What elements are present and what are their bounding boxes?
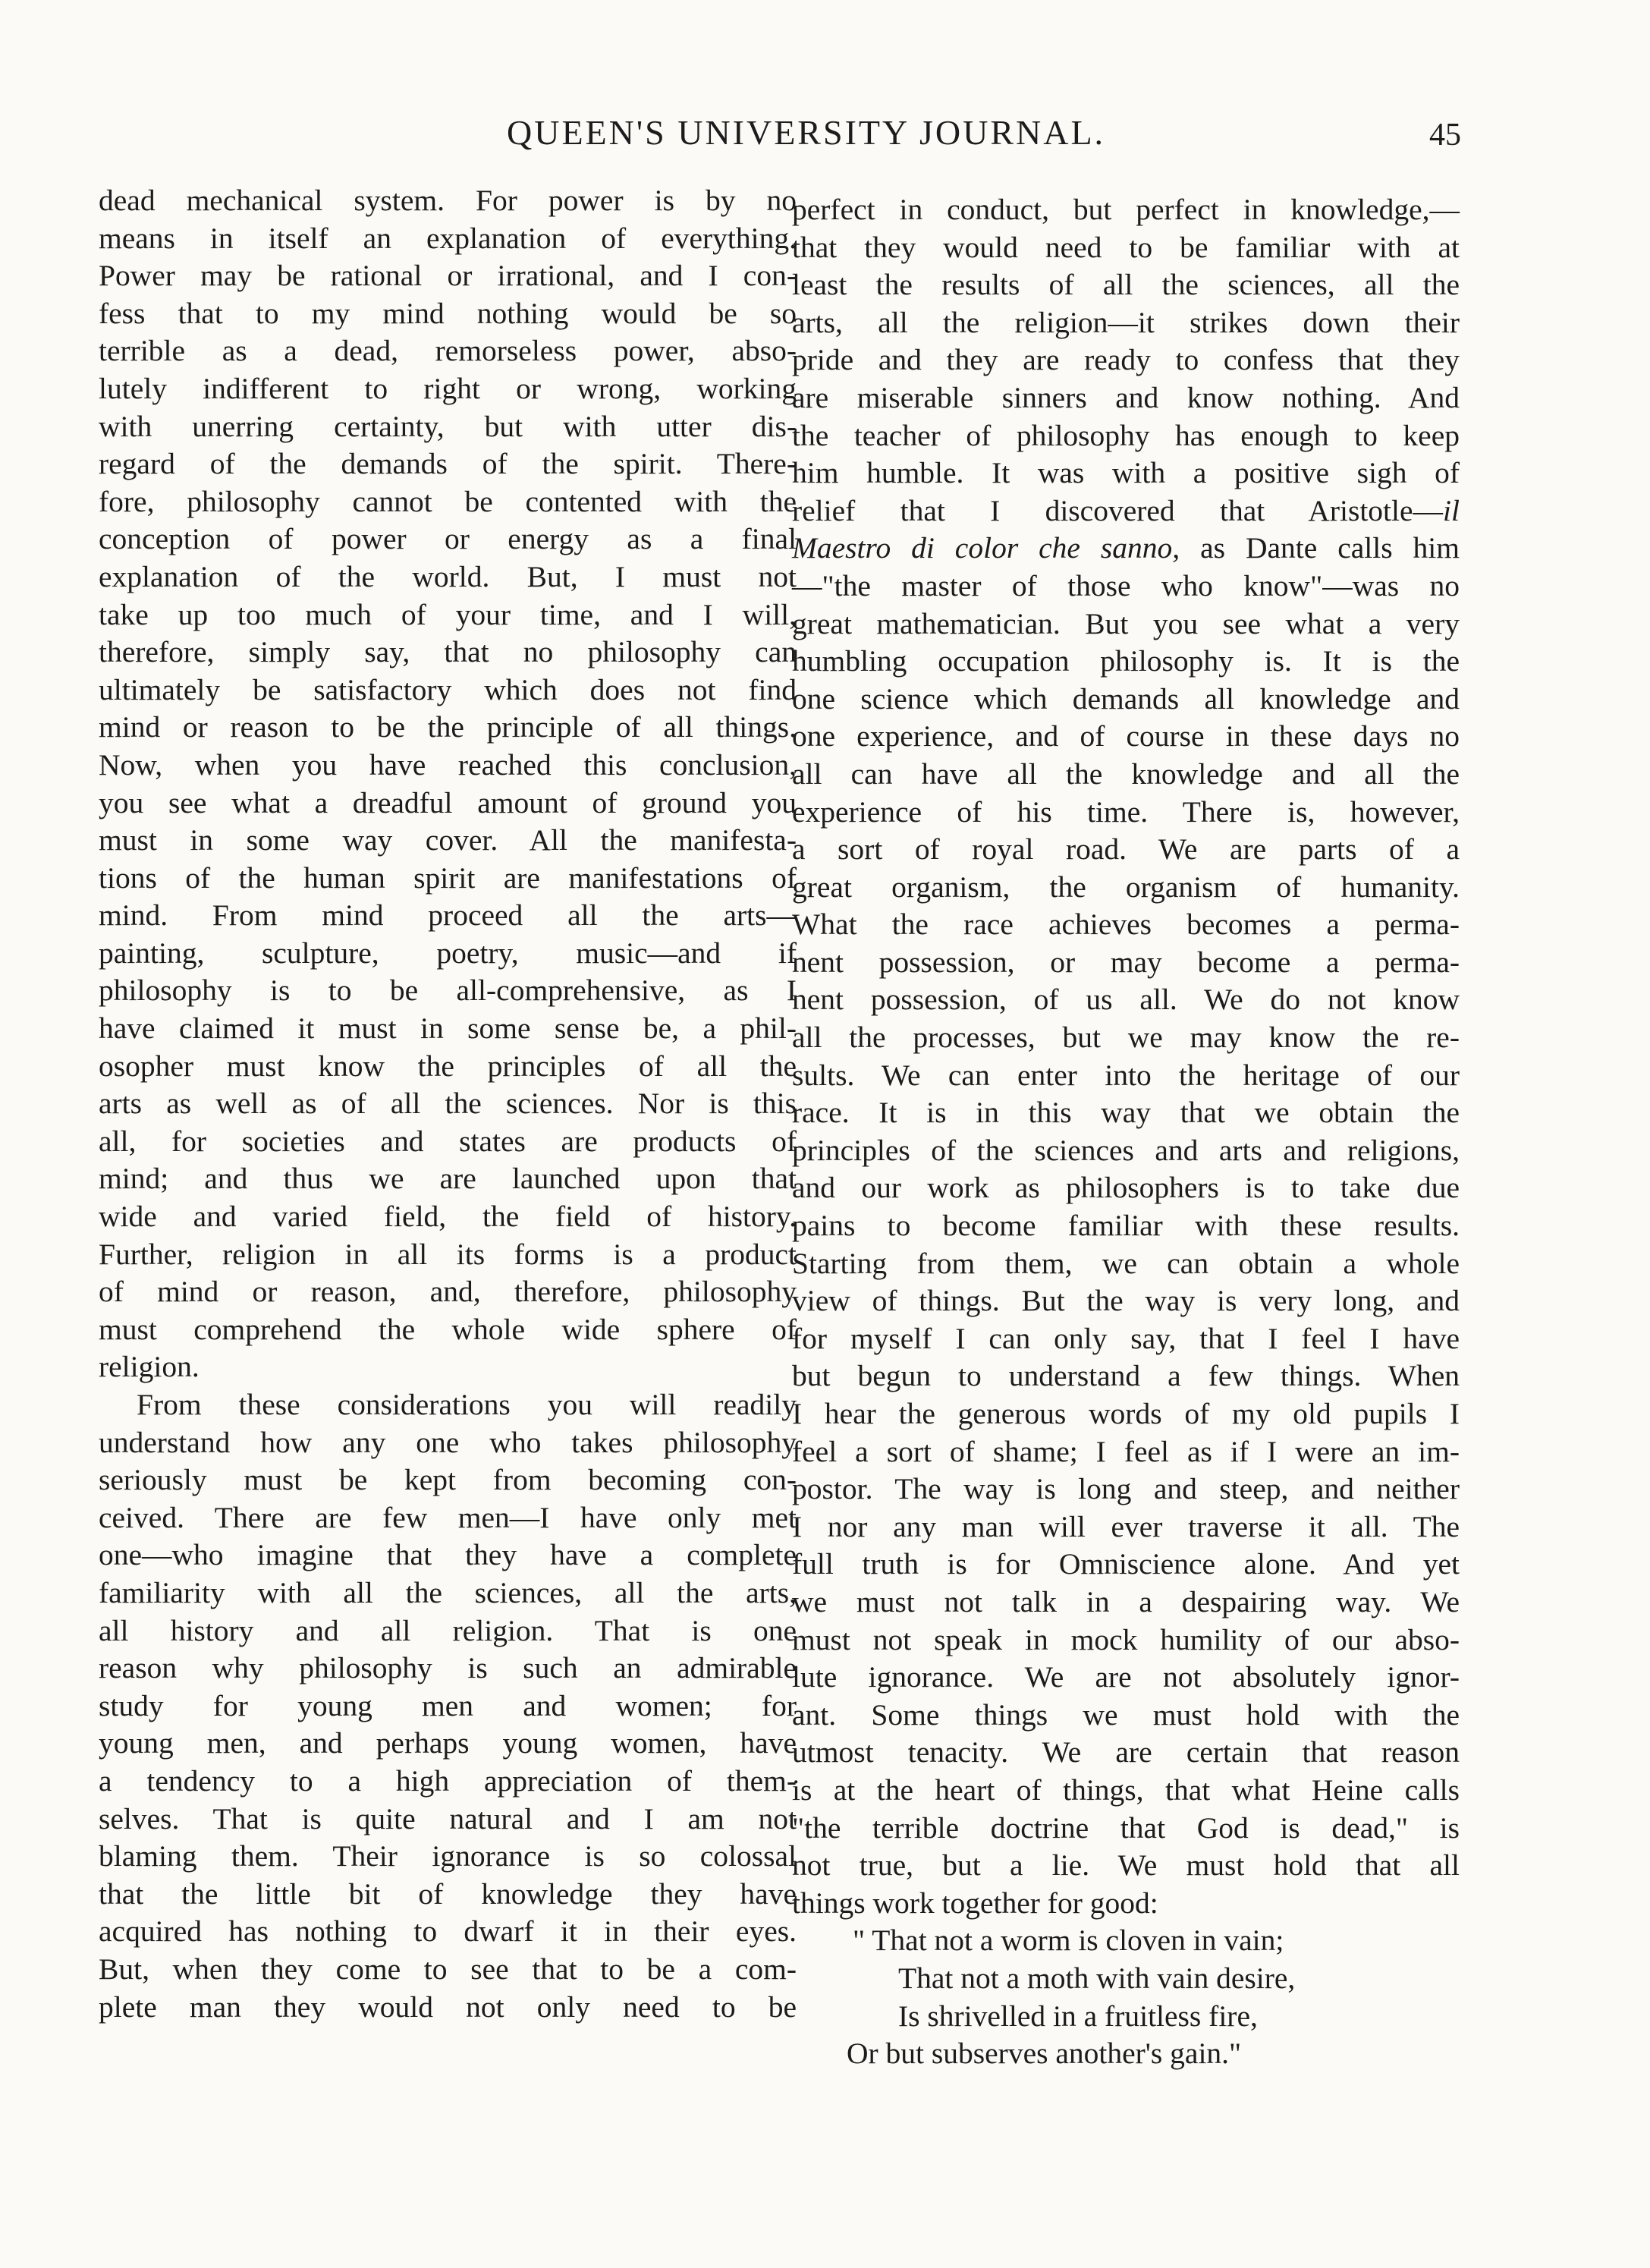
text-line: that the little bit of knowledge they have (99, 1876, 797, 1911)
text-line: therefore, simply say, that no philosophy can (99, 635, 797, 669)
verse-quotation (792, 1922, 1460, 2072)
text-line: acquired has nothing to dwarf it in their eyes. (99, 1914, 797, 1949)
text-segment: relief that I discovered that Aristotle— (792, 493, 1444, 527)
text-line: with unerring certainty, but with utter dis- (99, 409, 797, 443)
text-line: feel a sort of shame; I feel as if I were an im- (792, 1434, 1460, 1468)
text-line: one experience, and of course in these days no (792, 719, 1460, 753)
text-line: ultimately be satisfactory which does not find (99, 672, 797, 706)
text-line: blaming them. Their ignorance is so colossal (99, 1839, 797, 1873)
text-line: Starting from them, we can obtain a whole (792, 1246, 1460, 1280)
text-line: means in itself an explanation of everything. (99, 221, 797, 255)
text-line: wide and varied field, the field of history. (99, 1200, 797, 1234)
text-line: regard of the demands of the spirit. There- (99, 447, 797, 481)
text-line: one—who imagine that they have a complete (99, 1538, 797, 1572)
text-line: perfect in conduct, but perfect in knowledge,— (792, 193, 1460, 226)
text-line: philosophy is to be all-comprehensive, as I (99, 974, 797, 1008)
text-line: we must not talk in a despairing way. We (792, 1584, 1460, 1618)
paragraph-end-line: religion. (99, 1350, 200, 1384)
text-line: one science which demands all knowledge and (792, 681, 1460, 716)
text-line: plete man they would not only need to be (99, 1990, 797, 2024)
text-line: I nor any man will ever traverse it all. The (792, 1509, 1460, 1543)
text-line: must comprehend the whole wide sphere of (99, 1312, 797, 1346)
verse-line: Is shrivelled in a fruitless fire, (898, 1999, 1258, 2033)
text-line: painting, sculpture, poetry, music—and if (99, 936, 797, 970)
text-line: reason why philosophy is such an admirable (99, 1651, 797, 1685)
verse-line: Or but subserves another's gain." (847, 2037, 1242, 2071)
text-segment: as Dante calls him (1180, 531, 1460, 565)
text-line: have claimed it must in some sense be, a phil- (99, 1011, 797, 1046)
text-line: things work together for good: (792, 1886, 1158, 1920)
text-line: must not speak in mock humility of our abso- (792, 1622, 1460, 1656)
text-line: all, for societies and states are products of (99, 1124, 797, 1158)
text-line: take up too much of your time, and I will, (99, 597, 797, 631)
italic-il: il (1443, 493, 1460, 527)
text-line: mind. From mind proceed all the arts— (99, 898, 797, 933)
right-column (792, 191, 1460, 2073)
text-line: not true, but a lie. We must hold that all (792, 1848, 1460, 1883)
text-line: fore, philosophy cannot be contented with the (99, 484, 797, 518)
text-line: postor. The way is long and steep, and neither (792, 1472, 1460, 1506)
text-line: young men, and perhaps young women, have (99, 1726, 797, 1760)
text-line: osopher must know the principles of all the (99, 1049, 797, 1083)
text-line: nent possession, of us all. We do not know (792, 983, 1460, 1017)
text-line: principles of the sciences and arts and religions, (792, 1133, 1460, 1167)
text-line: lute ignorance. We are not absolutely ignor- (792, 1660, 1460, 1694)
text-line-aristotle (792, 492, 1460, 530)
text-line: least the results of all the sciences, all the (792, 268, 1460, 302)
text-line: that they would need to be familiar with at (792, 230, 1460, 264)
text-line: familiarity with all the sciences, all the arts, (99, 1575, 797, 1609)
text-line: ceived. There are few men—I have only met (99, 1500, 797, 1534)
text-line-maestro (792, 530, 1460, 568)
text-line: But, when they come to see that to be a com- (99, 1952, 797, 1986)
text-line: race. It is in this way that we obtain the (792, 1096, 1460, 1130)
text-line: of mind or reason, and, therefore, philosophy (99, 1275, 797, 1309)
text-line: —"the master of those who know"—was no (792, 568, 1460, 602)
text-line: him humble. It was with a positive sigh of (792, 456, 1460, 490)
text-line: the teacher of philosophy has enough to keep (792, 418, 1460, 452)
text-line: dead mechanical system. For power is by no (99, 184, 797, 217)
text-line: mind; and thus we are launched upon that (99, 1162, 797, 1196)
page-number: 45 (1429, 118, 1461, 153)
text-line: arts, all the religion—it strikes down their (792, 305, 1460, 339)
text-line: lutely indifferent to right or wrong, working (99, 371, 797, 405)
text-line: humbling occupation philosophy is. It is the (792, 644, 1460, 678)
text-line: Further, religion in all its forms is a product (99, 1237, 797, 1271)
text-line: view of things. But the way is very long, and (792, 1284, 1460, 1318)
text-line: full truth is for Omniscience alone. And yet (792, 1547, 1460, 1581)
text-line: all can have all the knowledge and all the (792, 757, 1460, 791)
text-line: must in some way cover. All the manifesta- (99, 823, 797, 857)
text-line: sults. We can enter into the heritage of our (792, 1058, 1460, 1092)
text-line: selves. That is quite natural and I am not (99, 1801, 797, 1835)
text-line: great organism, the organism of humanity. (792, 870, 1460, 904)
italic-quotation: Maestro di color che sanno, (792, 531, 1180, 565)
text-line: Power may be rational or irrational, and I con- (99, 259, 797, 293)
text-line: is at the heart of things, that what Heine calls (792, 1773, 1460, 1807)
text-line: for myself I can only say, that I feel I have (792, 1321, 1460, 1355)
text-line: terrible as a dead, remorseless power, abso- (99, 334, 797, 368)
text-line: fess that to my mind nothing would be so (99, 296, 797, 330)
text-line: I hear the generous words of my old pupils I (792, 1397, 1460, 1430)
text-line: pains to become familiar with these results. (792, 1209, 1460, 1243)
text-line: and our work as philosophers is to take due (792, 1171, 1460, 1205)
text-line: What the race achieves becomes a perma- (792, 908, 1460, 942)
text-line: Now, when you have reached this conclusion, (99, 747, 797, 782)
text-line: seriously must be kept from becoming con- (99, 1463, 797, 1497)
text-line: you see what a dreadful amount of ground you (99, 785, 797, 819)
journal-title: QUEEN'S UNIVERSITY JOURNAL. (507, 113, 1106, 152)
text-line: are miserable sinners and know nothing. And (792, 380, 1460, 414)
left-column (99, 182, 797, 2026)
text-line: tions of the human spirit are manifestations of (99, 860, 797, 895)
text-line: experience of his time. There is, however, (792, 794, 1460, 829)
text-line: "the terrible doctrine that God is dead," is (792, 1810, 1460, 1845)
verse-line: " That not a worm is cloven in vain; (853, 1924, 1284, 1958)
text-line: all history and all religion. That is one (99, 1613, 797, 1647)
paragraph-start-line: From these considerations you will readily (137, 1388, 797, 1421)
text-line: arts as well as of all the sciences. Nor is this (99, 1087, 797, 1121)
text-line: understand how any one who takes philosophy (99, 1425, 797, 1459)
text-line: pride and they are ready to confess that they (792, 343, 1460, 377)
running-head (0, 112, 1650, 158)
text-line: mind or reason to be the principle of all things. (99, 710, 797, 744)
text-line: nent possession, or may become a perma- (792, 945, 1460, 979)
text-line: a tendency to a high appreciation of them- (99, 1763, 797, 1798)
text-line: study for young men and women; for (99, 1688, 797, 1722)
text-line: conception of power or energy as a final (99, 522, 797, 556)
text-line: ant. Some things we must hold with the (792, 1697, 1460, 1732)
text-line: a sort of royal road. We are parts of a (792, 832, 1460, 867)
text-line: explanation of the world. But, I must not (99, 559, 797, 593)
text-line: all the processes, but we may know the re- (792, 1021, 1460, 1055)
text-line: utmost tenacity. We are certain that reason (792, 1735, 1460, 1769)
text-line: great mathematician. But you see what a very (792, 606, 1460, 640)
verse-line: That not a moth with vain desire, (898, 1961, 1296, 1995)
text-line: but begun to understand a few things. When (792, 1359, 1460, 1393)
